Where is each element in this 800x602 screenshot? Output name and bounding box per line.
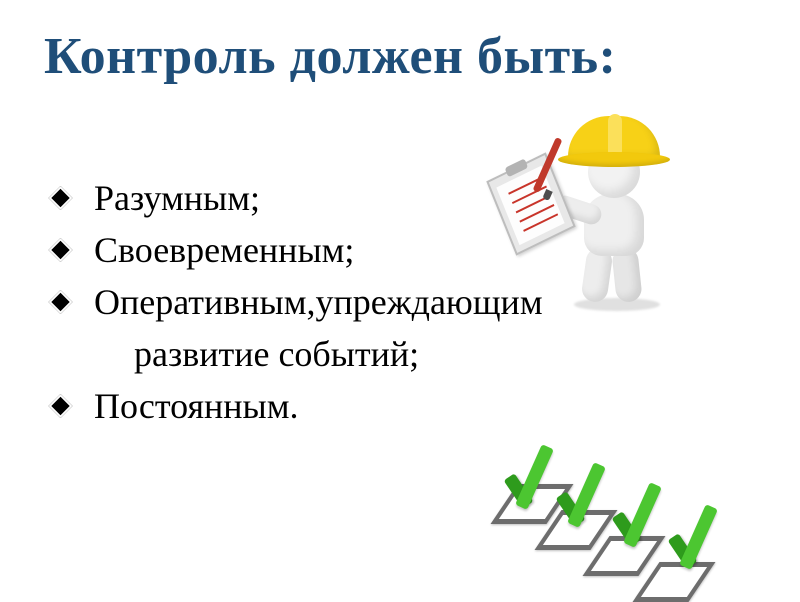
list-item-label: Оперативным,упреждающим: [94, 282, 543, 323]
list-item-label: развитие событий;: [134, 334, 420, 375]
check-icon: [670, 498, 732, 576]
diamond-bullet-icon: [48, 394, 72, 418]
list-item-label: Своевременным;: [94, 230, 355, 271]
list-item-label: Постоянным.: [94, 386, 299, 427]
list-item-continuation: [48, 331, 788, 377]
hard-hat-brim: [558, 152, 670, 167]
figure-shadow: [574, 298, 660, 311]
clipboard-paper: [496, 166, 564, 245]
clipboard-icon: [486, 152, 575, 255]
diamond-bullet-icon: [48, 238, 72, 262]
page-title: Контроль должен быть:: [44, 28, 617, 85]
check-icon: [558, 456, 620, 534]
figure-body: [584, 194, 644, 256]
worker-with-clipboard-image: [492, 108, 682, 308]
check-icon: [614, 476, 676, 554]
diamond-bullet-icon: [48, 290, 72, 314]
diamond-bullet-icon: [48, 186, 72, 210]
list-item-label: Разумным;: [94, 178, 261, 218]
green-checkmarks-row-image: [486, 418, 796, 600]
